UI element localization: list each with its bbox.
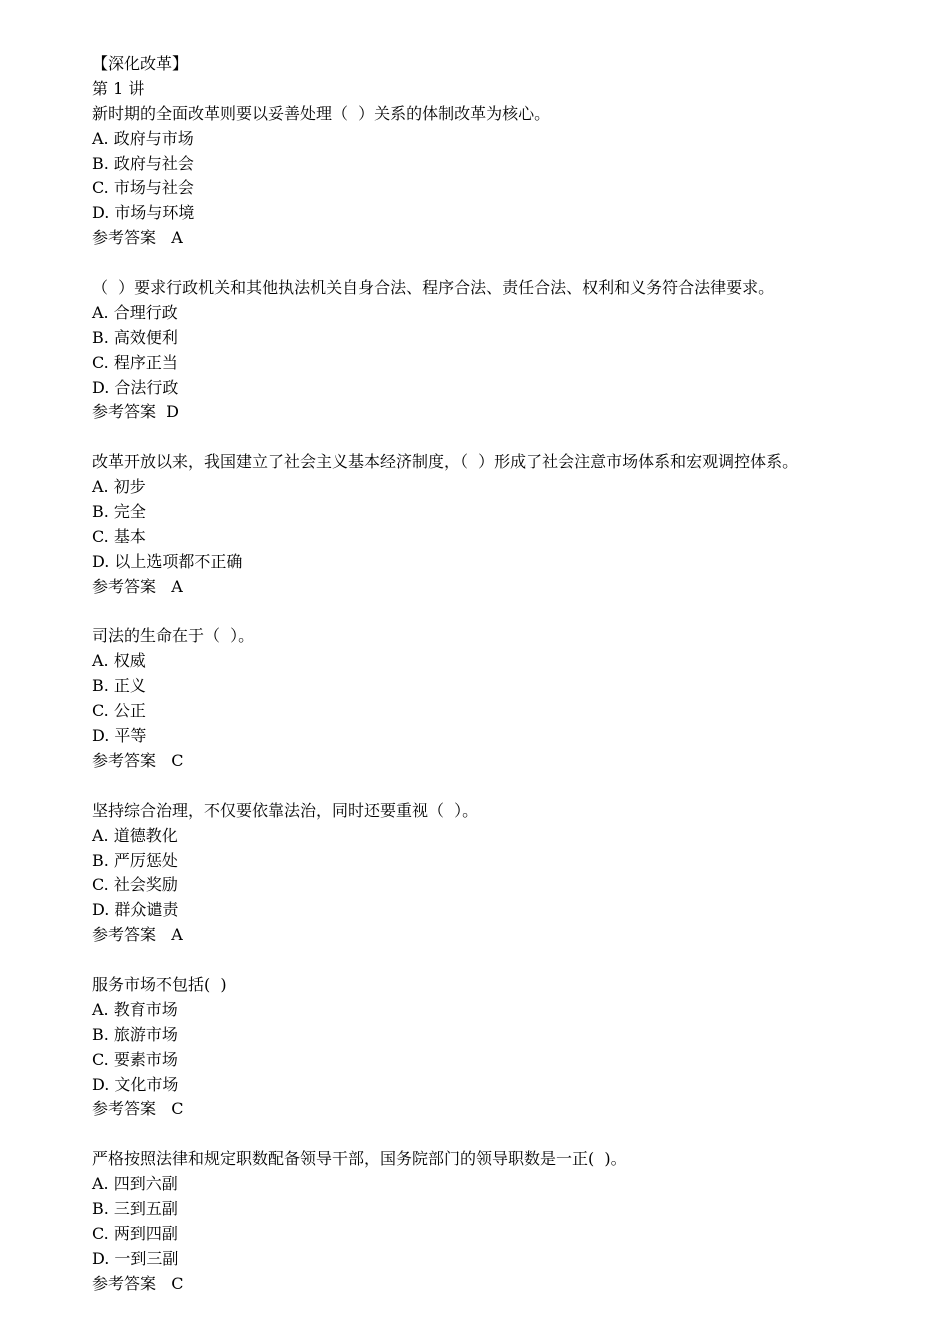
option-b: B. 高效便利 xyxy=(92,327,178,347)
option-a: A. 初步 xyxy=(92,477,146,497)
question-1 xyxy=(92,102,912,251)
option-a: A. 道德教化 xyxy=(92,825,178,845)
question-2 xyxy=(92,276,912,425)
option-a: A. 政府与市场 xyxy=(92,128,194,148)
option-a: A. 权威 xyxy=(92,651,146,671)
option-b: B. 三到五副 xyxy=(92,1198,178,1218)
question-stem: 服务市场不包括( ) xyxy=(92,974,227,994)
question-stem: 新时期的全面改革则要以妥善处理（ ）关系的体制改革为核心。 xyxy=(92,103,551,123)
option-a: A. 合理行政 xyxy=(92,302,178,322)
question-stem: （ ）要求行政机关和其他执法机关自身合法、程序合法、责任合法、权利和义务符合法律要求。 xyxy=(92,278,775,298)
option-c: C. 程序正当 xyxy=(92,352,178,372)
reference-answer: 参考答案 C xyxy=(92,1099,184,1119)
question-6 xyxy=(92,973,912,1122)
option-d: D. 一到三副 xyxy=(92,1248,179,1268)
option-c: C. 公正 xyxy=(92,701,146,721)
option-d: D. 市场与环境 xyxy=(92,203,195,223)
question-3 xyxy=(92,450,912,599)
reference-answer: 参考答案 D xyxy=(92,402,180,422)
option-d: D. 平等 xyxy=(92,726,147,746)
reference-answer: 参考答案 A xyxy=(92,925,183,945)
reference-answer: 参考答案 A xyxy=(92,228,183,248)
spacer xyxy=(92,600,912,625)
question-stem: 改革开放以来，我国建立了社会主义基本经济制度，（ ）形成了社会注意市场体系和宏观调控体系。 xyxy=(92,452,799,472)
spacer xyxy=(92,251,912,276)
option-d: D. 以上选项都不正确 xyxy=(92,551,243,571)
option-c: C. 两到四副 xyxy=(92,1223,178,1243)
lecture-title: 第 1 讲 xyxy=(92,78,145,98)
option-d: D. 合法行政 xyxy=(92,377,179,397)
question-7 xyxy=(92,1147,912,1296)
option-a: A. 教育市场 xyxy=(92,999,178,1019)
option-b: B. 完全 xyxy=(92,502,146,522)
question-stem: 严格按照法律和规定职数配备领导干部，国务院部门的领导职数是一正( )。 xyxy=(92,1149,627,1169)
option-d: D. 文化市场 xyxy=(92,1074,179,1094)
option-a: A. 四到六副 xyxy=(92,1174,178,1194)
option-b: B. 政府与社会 xyxy=(92,153,194,173)
question-5 xyxy=(92,799,912,948)
document-body xyxy=(92,52,912,1297)
option-b: B. 正义 xyxy=(92,676,146,696)
spacer xyxy=(92,948,912,973)
option-b: B. 严厉惩处 xyxy=(92,850,178,870)
option-c: C. 市场与社会 xyxy=(92,178,194,198)
question-stem: 司法的生命在于（ ）。 xyxy=(92,626,255,646)
section-title: 【深化改革】 xyxy=(92,54,189,73)
spacer xyxy=(92,1122,912,1147)
option-c: C. 基本 xyxy=(92,526,146,546)
reference-answer: 参考答案 A xyxy=(92,576,183,596)
option-d: D. 群众谴责 xyxy=(92,900,179,920)
option-c: C. 社会奖励 xyxy=(92,875,178,895)
option-c: C. 要素市场 xyxy=(92,1049,178,1069)
reference-answer: 参考答案 C xyxy=(92,1273,184,1293)
spacer xyxy=(92,774,912,799)
question-4 xyxy=(92,624,912,773)
option-b: B. 旅游市场 xyxy=(92,1024,178,1044)
reference-answer: 参考答案 C xyxy=(92,750,184,770)
spacer xyxy=(92,425,912,450)
question-stem: 坚持综合治理，不仅要依靠法治，同时还要重视（ ）。 xyxy=(92,800,479,820)
